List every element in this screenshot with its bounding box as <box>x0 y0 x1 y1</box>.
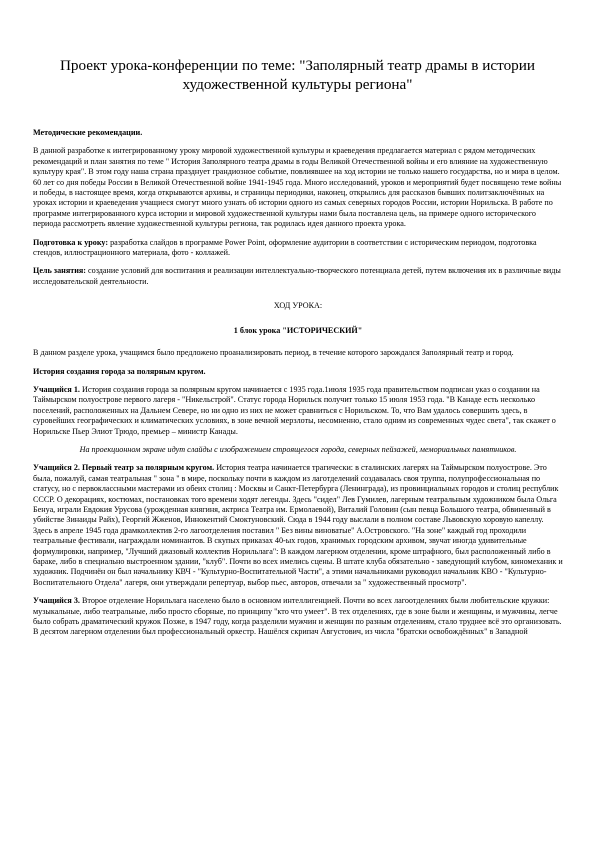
page-title: Проект урока-конференции по теме: "Заполярный театр драмы в истории художественной культуры региона" <box>59 57 536 93</box>
student3-text: Второе отделение Норильлага населено было в основном интеллигенцией. Почти во всех лагоотделениях были любительские кружки: музыкальные, либо театральные, либо просто сборные, по принципу "кто что умеет". В тех отделениях, где в зоне были и женщины, и мужчины, легче было собрать драматический кружок Позже, в 1947 году, когда разделили мужчин и женщин по разным отделениям, стало труднее всё это организовать. В десятом лагерном отделении был профессиональный оркестр. Нашёлся скрипач Августович, из числа "братски освобождённых" в Западной <box>33 596 562 637</box>
projection-note: На проекционном экране идут слайды с изображением строящегося города, северных пейзажей, мемориальных памятников. <box>79 444 517 454</box>
prep-paragraph <box>33 238 563 259</box>
student2-text: История театра начинается трагически: в сталинских лагерях на Таймырском полуострове. Это была, пожалуй, самая театральная " зона " в мире, поскольку почти в каждом из лаготделений создавалась своя труппа, полупрофессиональная по статусу, но с первоклассными мастерами из обеих столиц : Москвы и Санкт-Петербурга (Ленинграда), из провинциальных городов и столиц республик СССР. О декорациях, костюмах, постановках того времени ходят легенды. Здесь "сидел" Лев Гумилев, лагерным театральным художником была Ольга Бенуа, играли Евдокия Урусова (урожденная княгиня, актриса Театра им. Ермолаевой), Виталий Головин (сын певца Большого театра, обвиненный в убийстве Зинаиды Райх), Георгий Жженов, Иннокентий Смоктуновский. Сюда в 1944 году выслали в полном составе Львовскую хоровую капеллу. Здесь в апреле 1945 года драмколлектив 2-го лагоотделения поставил " Без вины виноватые" А.Островского. "На зоне" каждый год проходили театральные фестивали, награждали номинантов. В скупых приказах 40-ых годов, хранимых городским архивом, звучат иногда удивительные формулировки, например, "Лучший джазовый коллектив Норильлага": В каждом лагерном отделении, кроме штрафного, был расположенный либо в бараке, либо в специально выстроенном здании, "клуб". Почти во всех имелись сцены. В штате клуба обязательно - заведующий клубом, киномеханик и художник. Подчинён он был начальнику КВЧ - "Культурно-Воспитательной Части", а этими начальниками руководил начальник КВО - "Культурно-Воспитательного Отдела" лагеря, они утверждали репертуар, выбор пьес, авторов, отвечали за " художественный просмотр". <box>33 463 563 587</box>
block-intro: В данном разделе урока, учащимся было предложено проанализировать период, в течение которого зарождался Заполярный театр и город. <box>33 348 514 358</box>
prep-label: Подготовка к уроку: <box>33 237 109 247</box>
section-heading: История создания города за полярным кругом. <box>33 366 206 376</box>
block-heading: 1 блок урока "ИСТОРИЧЕСКИЙ" <box>233 325 363 335</box>
student1-paragraph <box>33 385 563 437</box>
course-heading: ХОД УРОКА: <box>273 301 323 311</box>
method-paragraph: В данной разработке к интегрированному уроку мировой художественной культуры и краеведения предлагается материал с рядом методических рекомендаций и план занятия по теме " История Заполярного театра драмы в годы Великой Отечественной войны и его влияние на художественную культуру края". В этом году наша страна празднует грандиозное событие, повлиявшее на ход истории не только нашего государства, но и мира в целом. 60 лет со дня победы России в Великой Отечественной войне 1941-1945 года. Много исследований, уроков и мероприятий будет посвящено теме войны и победы, в настоящее время, когда открываются архивы, и страницы периодики, наконец, открылись для рассказов бывших политзаключённых на уроках истории и краеведения учащиеся смогут много узнать об истории одного из самых северных городов России, истории Норильска. В работе по программе интегрированного курса истории и мировой художественной культуры нами была поставлена цель, на примере одного исторического периода рассмотреть явление художественной культуры региона, так родилась идея данного проекта урока. <box>33 146 562 229</box>
student2-label: Учащийся 2. Первый театр за полярным кругом. <box>33 463 215 473</box>
student3-label: Учащийся 3. <box>33 596 80 606</box>
student1-text: История создания города за полярным кругом начинается с 1935 года.1июля 1935 года правительством подписан указ о создании на Таймырском полуострове первого лагеря - "Никельстрой". Статус города Норильск получит только 15 июля 1953 года. "В Канаде есть несколько поселений, расположенных на Дальнем Севере, но ни одно из них не может сравниться с Норильском. То, что Вам удалось совершить здесь, в суровейших географических и климатических условиях, в зоне вечной мерзлоты, несомненно, стало одним из современных чудес света", так скажет о Норильске Пьер Элиот Трюдо, премьер – министр Канады. <box>33 384 556 436</box>
goal-text: создание условий для воспитания и реализации интеллектуально-творческого потенциала детей, путем включения их в различные виды исследовательской деятельности. <box>33 266 561 286</box>
prep-text: разработка слайдов в программе Power Point, оформление аудитории в соответствии с историческим периодом, подготовка стендов, иллюстрационного материала, фото - коллажей. <box>33 237 537 258</box>
student2-paragraph <box>33 463 563 588</box>
method-heading: Методические рекомендации. <box>33 128 143 137</box>
student3-paragraph <box>33 596 563 638</box>
document-body <box>33 128 563 646</box>
goal-label: Цель занятия: <box>33 266 86 276</box>
student1-label: Учащийся 1. <box>33 384 80 394</box>
goal-paragraph <box>33 266 563 287</box>
